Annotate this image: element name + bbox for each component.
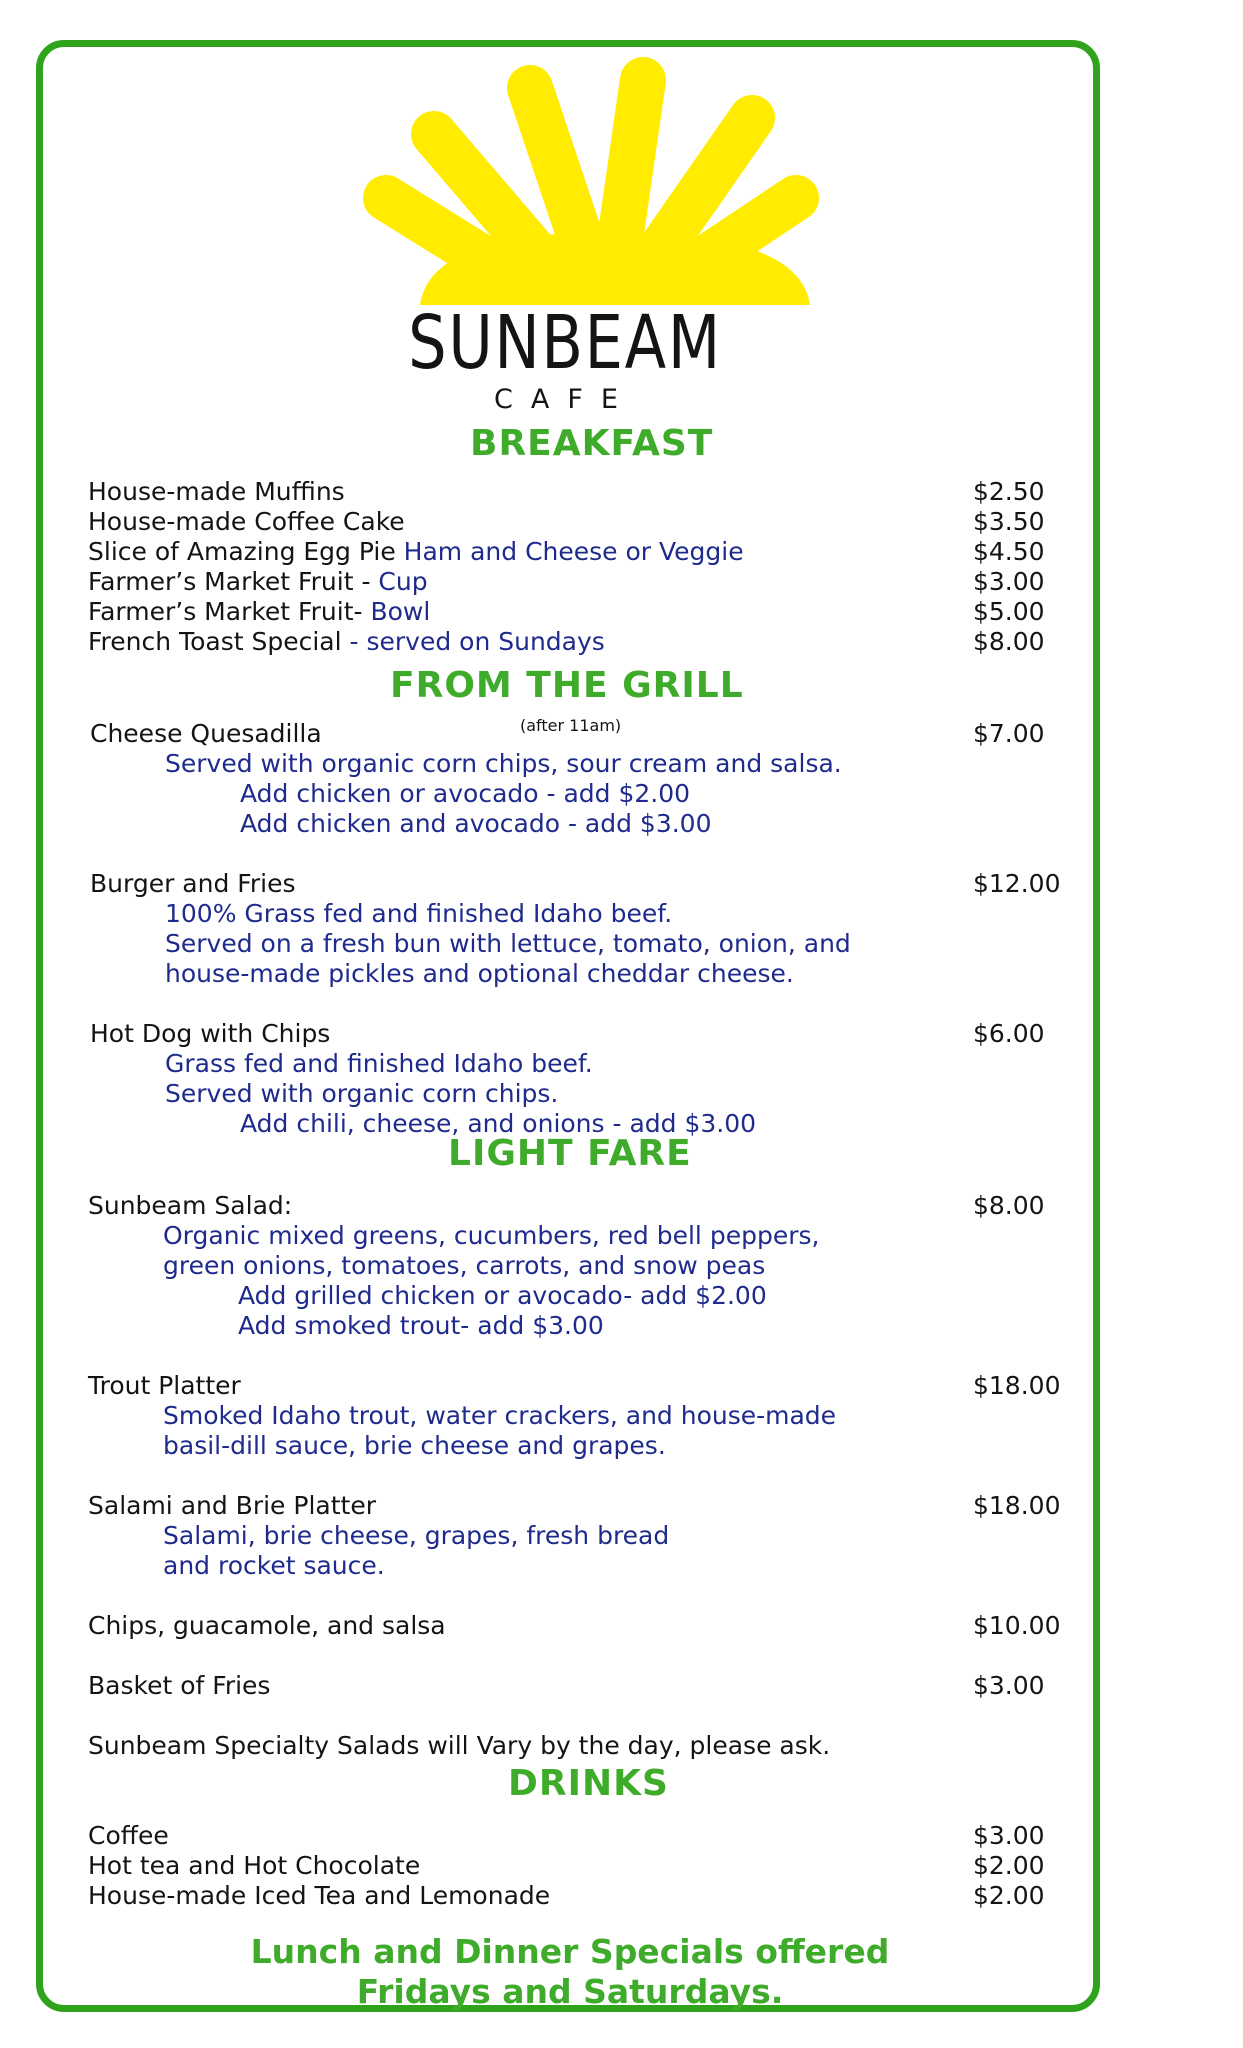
breakfast-item — [88, 628, 605, 656]
breakfast-item — [88, 598, 430, 626]
light-item-addon: Add smoked trout- add $3.00 — [238, 1311, 604, 1340]
grill-item-name: Cheese Quesadilla — [90, 719, 322, 748]
grill-item-desc: Grass fed and finished Idaho beef. — [165, 1049, 593, 1078]
drink-item-name: House-made Iced Tea and Lemonade — [88, 1881, 551, 1910]
grill-item-addon: Add chicken or avocado - add $2.00 — [240, 779, 691, 808]
light-item-price: $8.00 — [973, 1191, 1045, 1220]
footer-line: Fridays and Saturdays. — [356, 1972, 784, 2011]
drinks-heading: DRINKS — [508, 1763, 669, 1804]
specialty-note: Sunbeam Specialty Salads will Vary by the day, please ask. — [88, 1731, 831, 1760]
drink-item-price: $3.00 — [973, 1821, 1045, 1850]
drink-item-name: Hot tea and Hot Chocolate — [88, 1851, 421, 1880]
breakfast-item-price: $3.00 — [973, 567, 1045, 596]
light-item-price: $18.00 — [973, 1371, 1061, 1400]
light-item-desc: and rocket sauce. — [163, 1551, 385, 1580]
breakfast-item-name: Slice of Amazing Egg Pie — [88, 537, 396, 566]
breakfast-item-price: $2.50 — [973, 477, 1045, 506]
breakfast-item-note: Cup — [378, 567, 428, 596]
light-item-name: Salami and Brie Platter — [88, 1491, 376, 1520]
grill-item-price: $12.00 — [973, 869, 1061, 898]
breakfast-item-name: House-made Muffins — [88, 477, 345, 506]
sun-logo-icon — [0, 0, 1243, 320]
grill-item-desc: Served on a fresh bun with lettuce, tomato, onion, and — [165, 929, 851, 958]
light-item-desc: green onions, tomatoes, carrots, and snow peas — [163, 1251, 766, 1280]
breakfast-item — [88, 538, 744, 566]
light-item-name: Chips, guacamole, and salsa — [88, 1611, 446, 1640]
breakfast-item-note: - served on Sundays — [349, 627, 605, 656]
footer-line: Lunch and Dinner Specials offered — [250, 1932, 890, 1971]
light-fare-heading: LIGHT FARE — [448, 1133, 692, 1174]
drink-item-price: $2.00 — [973, 1881, 1045, 1910]
grill-item-addon: Add chili, cheese, and onions - add $3.00 — [240, 1109, 757, 1138]
light-item-price: $3.00 — [973, 1671, 1045, 1700]
grill-item-name: Hot Dog with Chips — [90, 1019, 331, 1048]
grill-heading: FROM THE GRILL — [390, 665, 744, 706]
breakfast-item-name: Farmer’s Market Fruit- — [88, 597, 363, 626]
grill-item-price: $7.00 — [973, 719, 1045, 748]
grill-subheading: (after 11am) — [520, 716, 622, 735]
brand-subtitle: CAFE — [494, 384, 636, 415]
light-item-desc: Organic mixed greens, cucumbers, red bell peppers, — [163, 1221, 820, 1250]
grill-item-addon: Add chicken and avocado - add $3.00 — [240, 809, 712, 838]
breakfast-item-name: Farmer’s Market Fruit - — [88, 567, 371, 596]
drink-item-name: Coffee — [88, 1821, 169, 1850]
light-item-desc: Smoked Idaho trout, water crackers, and house-made — [163, 1401, 837, 1430]
grill-item-desc: Served with organic corn chips. — [165, 1079, 559, 1108]
breakfast-item — [88, 568, 428, 596]
grill-item-desc: house-made pickles and optional cheddar cheese. — [165, 959, 794, 988]
light-item-desc: basil-dill sauce, brie cheese and grapes. — [163, 1431, 666, 1460]
grill-item-desc: 100% Grass fed and finished Idaho beef. — [165, 899, 673, 928]
light-item-desc: Salami, brie cheese, grapes, fresh bread — [163, 1521, 670, 1550]
light-item-addon: Add grilled chicken or avocado- add $2.00 — [238, 1281, 767, 1310]
breakfast-item-price: $5.00 — [973, 597, 1045, 626]
grill-item-name: Burger and Fries — [90, 869, 296, 898]
breakfast-item-price: $8.00 — [973, 627, 1045, 656]
light-item-name: Sunbeam Salad: — [88, 1191, 293, 1220]
brand-name: SUNBEAM — [408, 300, 722, 386]
drink-item-price: $2.00 — [973, 1851, 1045, 1880]
light-item-price: $10.00 — [973, 1611, 1061, 1640]
breakfast-heading: BREAKFAST — [470, 423, 714, 464]
grill-item-price: $6.00 — [973, 1019, 1045, 1048]
breakfast-item-price: $4.50 — [973, 537, 1045, 566]
breakfast-item-name: House-made Coffee Cake — [88, 507, 405, 536]
breakfast-item-name: French Toast Special — [88, 627, 342, 656]
breakfast-item-price: $3.50 — [973, 507, 1045, 536]
light-item-name: Basket of Fries — [88, 1671, 271, 1700]
grill-item-desc: Served with organic corn chips, sour cream and salsa. — [165, 749, 842, 778]
light-item-name: Trout Platter — [88, 1371, 241, 1400]
breakfast-item-note: Bowl — [370, 597, 431, 626]
breakfast-item-note: Ham and Cheese or Veggie — [403, 537, 744, 566]
light-item-price: $18.00 — [973, 1491, 1061, 1520]
